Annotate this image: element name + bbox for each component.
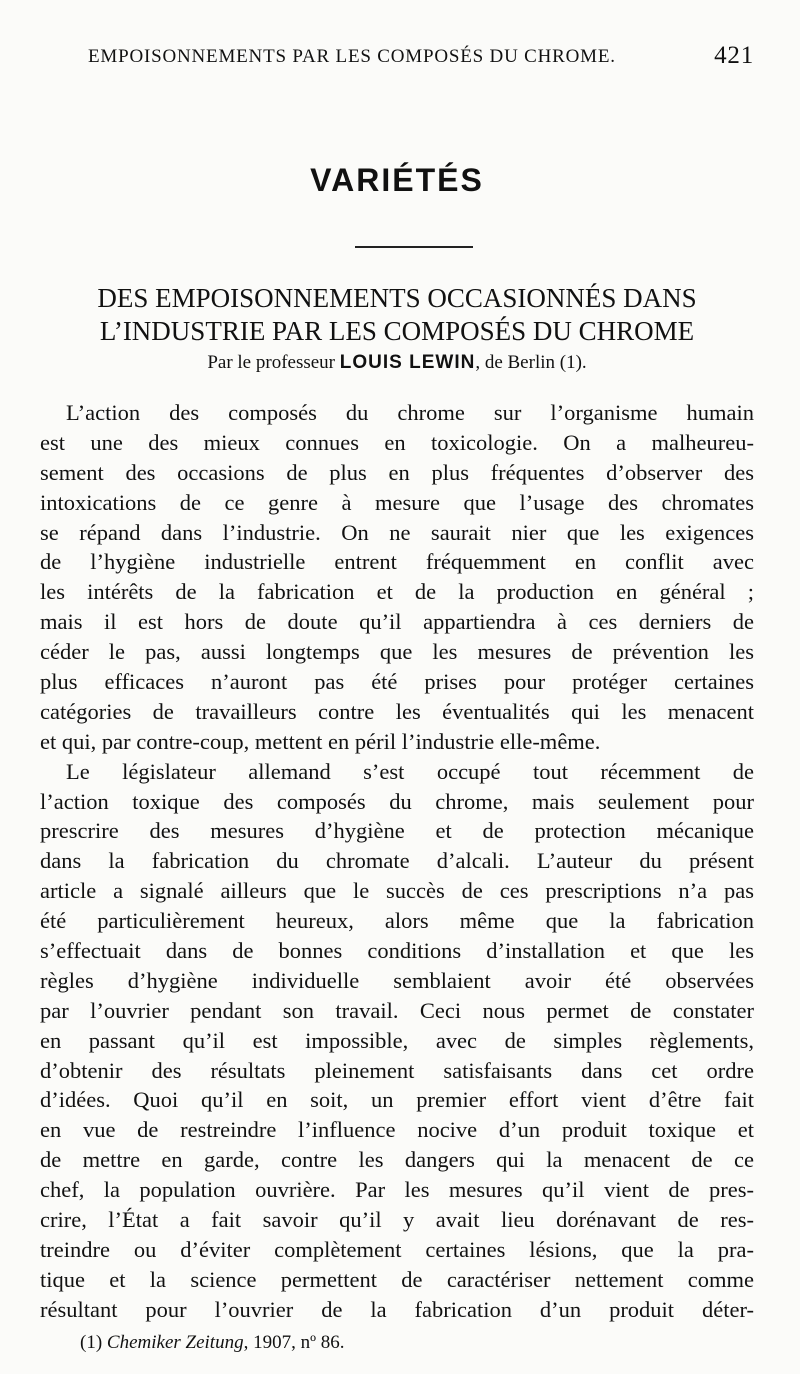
text-line: été particulièrement heureux, alors même que la fabrication	[40, 908, 754, 934]
text-line: les intérêts de la fabrication et de la production en général ;	[40, 579, 754, 605]
text-line: intoxications de ce genre à mesure que l’usage des chromates	[40, 489, 754, 515]
text-line: d’idées. Quoi qu’il en soit, un premier effort vient d’être fait	[40, 1087, 754, 1113]
byline-prefix: Par le professeur	[207, 352, 336, 373]
text-line: par l’ouvrier pendant son travail. Ceci nous permet de constater	[40, 997, 754, 1023]
article-title	[40, 282, 754, 348]
running-head-title: EMPOISONNEMENTS PAR LES COMPOSÉS DU CHROME.	[88, 46, 616, 67]
paragraph-1	[40, 398, 754, 757]
byline-suffix: , de Berlin (1).	[475, 352, 587, 373]
text-line: dans la fabrication du chromate d’alcali. L’auteur du présent	[40, 848, 754, 874]
text-line: céder le pas, aussi longtemps que les mesures de prévention les	[40, 639, 754, 665]
text-line: L’action des composés du chrome sur l’organisme humain	[66, 400, 754, 425]
text-line: en vue de restreindre l’influence nocive d’un produit toxique et	[40, 1117, 754, 1143]
article-title-line-2: L’INDUSTRIE PAR LES COMPOSÉS DU CHROME	[99, 316, 695, 346]
byline	[40, 352, 754, 374]
text-line: règles d’hygiène individuelle semblaient avoir été observées	[40, 967, 754, 993]
paragraph-2	[40, 757, 754, 1325]
text-line: de l’hygiène industrielle entrent fréquemment en conflit avec	[40, 549, 754, 575]
text-line: en passant qu’il est impossible, avec de simples règlements,	[40, 1027, 754, 1053]
text-line: résultant pour l’ouvrier de la fabrication d’un produit déter-	[40, 1296, 754, 1322]
article-title-line-1: DES EMPOISONNEMENTS OCCASIONNÉS DANS	[97, 283, 697, 313]
text-line: s’effectuait dans de bonnes conditions d’installation et que les	[40, 938, 754, 964]
footnote-marker: (1)	[80, 1332, 103, 1353]
running-head	[88, 42, 754, 72]
page-number: 421	[714, 42, 754, 69]
text-line: prescrire des mesures d’hygiène et de protection mécanique	[40, 818, 754, 844]
text-line: plus efficaces n’auront pas été prises pour protéger certaines	[40, 669, 754, 695]
text-line: catégories de travailleurs contre les éventualités qui les menacent	[40, 698, 754, 724]
section-title: VARIÉTÉS	[310, 162, 484, 198]
text-line: chef, la population ouvrière. Par les mesures qu’il vient de pres-	[40, 1177, 754, 1203]
text-line: tique et la science permettent de caractériser nettement comme	[40, 1266, 754, 1292]
text-line: se répand dans l’industrie. On ne saurait nier que les exigences	[40, 519, 754, 545]
footnote	[80, 1332, 345, 1354]
text-line: est une des mieux connues en toxicologie. On a malheureu-	[40, 429, 754, 455]
title-rule	[355, 246, 473, 248]
article-body	[40, 398, 754, 1325]
text-line: Le législateur allemand s’est occupé tout récemment de	[66, 758, 754, 784]
text-line: d’obtenir des résultats pleinement satisfaisants dans cet ordre	[40, 1057, 754, 1083]
text-line: article a signalé ailleurs que le succès de ces prescriptions n’a pas	[40, 878, 754, 904]
footnote-journal: Chemiker Zeitung	[106, 1332, 244, 1353]
text-line: treindre ou d’éviter complètement certaines lésions, que la pra-	[40, 1236, 754, 1262]
byline-author: LOUIS LEWIN	[339, 352, 476, 373]
text-line: l’action toxique des composés du chrome, mais seulement pour	[40, 788, 754, 814]
text-line: crire, l’État a fait savoir qu’il y avait lieu dorénavant de res-	[40, 1207, 754, 1233]
text-line: mais il est hors de doute qu’il appartiendra à ces derniers de	[40, 609, 754, 635]
page	[40, 30, 754, 1353]
text-line: et qui, par contre-coup, mettent en péril l’industrie elle-même.	[40, 728, 601, 754]
text-line: de mettre en garde, contre les dangers qui la menacent de ce	[40, 1147, 754, 1173]
text-line: sement des occasions de plus en plus fréquentes d’observer des	[40, 459, 754, 485]
footnote-citation: , 1907, nº 86.	[243, 1332, 345, 1353]
